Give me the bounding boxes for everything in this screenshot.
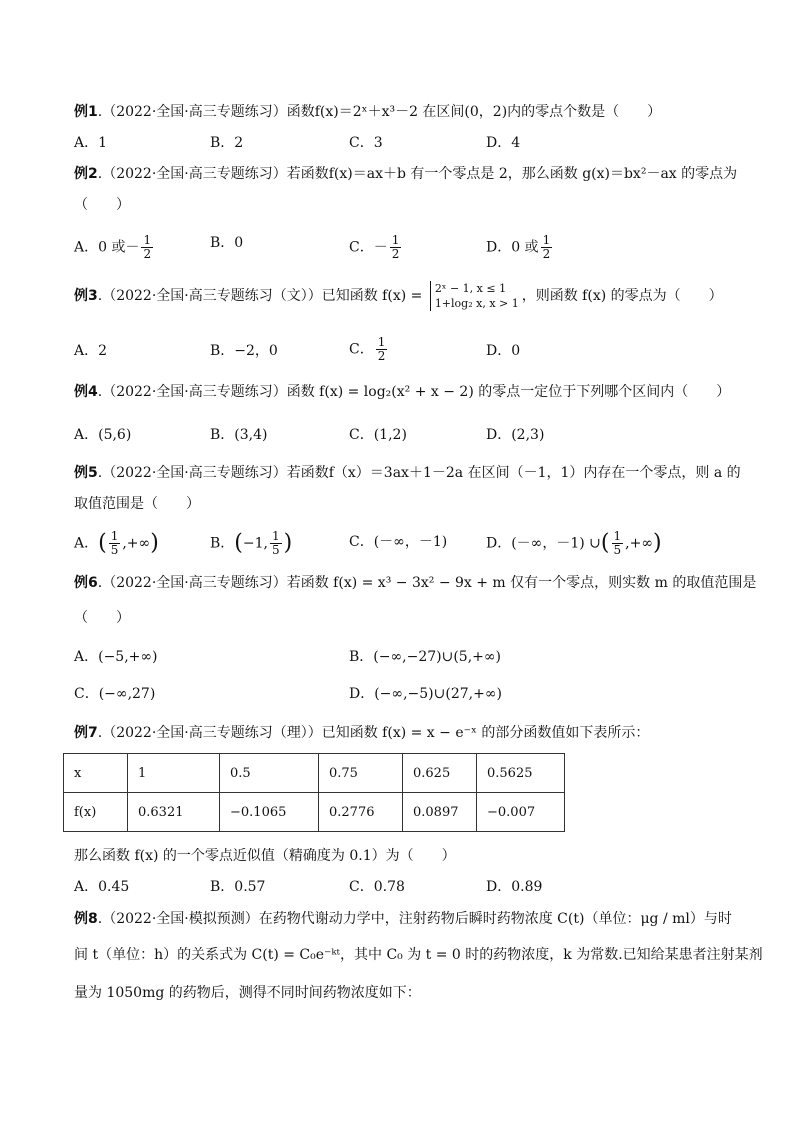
table-row (64, 754, 565, 793)
question-text-cont: 那么函数 f(x) 的一个零点近似值（精确度为 0.1）为（ ） (74, 848, 456, 864)
function-values-table (63, 753, 565, 832)
example-4-question (74, 383, 730, 401)
fraction (390, 234, 402, 261)
numerator: 1 (391, 233, 400, 247)
example-8-question (74, 910, 732, 928)
option-c (349, 336, 389, 363)
numerator: 1 (143, 233, 152, 247)
option-c: C．(−∞,27) (74, 686, 156, 702)
denominator: 5 (271, 543, 280, 557)
example-label: 例3 (74, 288, 98, 304)
neg-one: −1, (242, 535, 268, 552)
piece-1: 2ˣ − 1, x ≤ 1 (434, 282, 507, 295)
table-cell: 0.625 (403, 754, 477, 793)
numerator: 1 (542, 233, 551, 247)
option-a: A．(5,6) (74, 427, 132, 443)
table-cell: f(x) (64, 793, 128, 832)
option-b: B．2 (210, 135, 244, 151)
option-d: D．(2,3) (486, 427, 545, 443)
option-a: A．2 (74, 343, 108, 359)
option-text: D．0 或 (486, 239, 539, 256)
fraction (612, 530, 624, 557)
question-text-post: ，则函数 f(x) 的零点为（ ） (521, 288, 723, 304)
option-d: D．(－∞，－1) ∪( $\frac{1}{5}$ ,+∞) (486, 529, 662, 557)
question-text-cont: 量为 1050mg 的药物后，测得不同时间药物浓度如下： (74, 985, 421, 1001)
left-paren: ( (600, 530, 610, 556)
table-cell: −0.007 (477, 793, 565, 832)
example-1-question (74, 103, 661, 121)
example-label: 例7 (74, 725, 98, 741)
left-paren: ( (234, 530, 243, 556)
example-6-question (74, 574, 756, 592)
question-text: .（2022·全国·高三专题练习（理））已知函数 f(x) = x − e⁻ˣ 的部分函数值如下表所示： (97, 725, 650, 741)
table-cell: 0.75 (319, 754, 403, 793)
option-b: B．(−∞,−27)∪(5,+∞) (349, 649, 502, 665)
fraction (541, 234, 553, 261)
option-text: B． (210, 535, 235, 552)
example-3-question (74, 281, 723, 311)
option-b: B．(3,4) (210, 427, 268, 443)
question-text: .（2022·全国·高三专题练习）若函数 f(x) = x³ − 3x² − 9x + m 仅有一个零点，则实数 m 的取值范围是 (97, 575, 757, 591)
example-label: 例1 (74, 104, 98, 120)
question-text-cont: 间 t（单位：h）的关系式为 C(t) = C₀e⁻ᵏᵗ，其中 C₀ 为 t = 0 时的药物浓度，k 为常数.已知给某患者注射某剂 (74, 947, 763, 963)
table-cell: x (64, 754, 128, 793)
fraction (376, 336, 388, 363)
denominator: 2 (542, 247, 551, 261)
option-text: A． (74, 535, 99, 552)
example-label: 例8 (74, 911, 98, 927)
example-label: 例2 (74, 166, 98, 182)
option-b: B．0 (210, 235, 244, 251)
fraction (141, 234, 153, 261)
option-text: A．0 或－ (74, 239, 140, 256)
question-text: .（2022·全国·高三专题练习）函数 f(x) = log₂(x² + x − 2) 的零点一定位于下列哪个区间内（ ） (97, 384, 731, 400)
table-cell: 0.2776 (319, 793, 403, 832)
right-paren: ) (283, 530, 293, 556)
fraction (270, 530, 282, 557)
option-text: D．(－∞，－1) ∪ (486, 535, 601, 552)
left-paren: ( (98, 530, 107, 556)
example-label: 例6 (74, 575, 98, 591)
option-c: C．(－∞，－1) (349, 534, 448, 550)
example-label: 例4 (74, 384, 98, 400)
numerator: 1 (377, 335, 386, 349)
option-text: C． (349, 341, 374, 358)
option-a: A．0.45 (74, 879, 130, 895)
option-a: A．( $\frac{1}{5}$ ,+∞) (74, 529, 159, 557)
right-paren: ) (150, 530, 159, 556)
option-c: C．3 (349, 135, 383, 151)
option-d: D．0 (486, 343, 521, 359)
option-b (210, 530, 292, 557)
denominator: 2 (377, 349, 386, 363)
example-5-question (74, 464, 741, 482)
table-cell: 0.5 (220, 754, 319, 793)
piecewise-brace (430, 281, 519, 311)
option-text: C．－ (349, 239, 388, 256)
table-cell: 1 (128, 754, 220, 793)
table-cell: 0.5625 (477, 754, 565, 793)
denominator: 2 (391, 247, 400, 261)
option-a (74, 234, 155, 261)
option-c: C．(1,2) (349, 427, 407, 443)
question-text: .（2022·全国·高三专题练习）若函数f（x）＝3ax＋1－2a 在区间（－1，1）内存在一个零点，则 a 的 (97, 465, 741, 481)
option-d: D．(−∞,−5)∪(27,+∞) (349, 686, 502, 702)
option-b: B．−2，0 (210, 343, 278, 359)
denominator: 5 (110, 543, 119, 557)
option-d: D．0.89 (486, 879, 543, 895)
table-cell: 0.0897 (403, 793, 477, 832)
option-c: C．0.78 (349, 879, 405, 895)
option-d: D．4 (486, 135, 521, 151)
option-a: A．(−5,+∞) (74, 649, 158, 665)
denominator: 2 (143, 247, 152, 261)
question-text: .（2022·全国·高三专题练习（文））已知函数 f(x) = (97, 288, 427, 304)
question-text-cont: 取值范围是（ ） (74, 496, 200, 512)
option-d (486, 234, 554, 261)
question-text-cont: （ ） (74, 197, 130, 213)
question-text: .（2022·全国·高三专题练习）若函数f(x)＝ax＋b 有一个零点是 2，那么函数 g(x)＝bx²－ax 的零点为 (97, 166, 738, 182)
denominator: 5 (613, 543, 622, 557)
numerator: 1 (271, 529, 280, 543)
example-2-question (74, 165, 737, 183)
table-cell: −0.1065 (220, 793, 319, 832)
table-cell: 0.6321 (128, 793, 220, 832)
numerator: 1 (110, 529, 119, 543)
question-text-cont: （ ） (74, 610, 130, 626)
option-b: B．0.57 (210, 879, 266, 895)
question-text: .（2022·全国·模拟预测）在药物代谢动力学中，注射药物后瞬时药物浓度 C(t)（单位：μg / ml）与时 (97, 911, 732, 927)
numerator: 1 (613, 529, 622, 543)
option-c (349, 234, 403, 261)
question-text: .（2022·全国·高三专题练习）函数f(x)＝2ˣ＋x³－2 在区间(0，2)内的零点个数是（ ） (97, 104, 662, 120)
right-paren: ) (652, 530, 662, 556)
example-label: 例5 (74, 465, 98, 481)
fraction (109, 530, 121, 557)
example-7-question (74, 724, 649, 742)
table-row (64, 793, 565, 832)
piece-2: 1+log₂ x, x > 1 (434, 297, 519, 310)
option-a: A．1 (74, 135, 108, 151)
